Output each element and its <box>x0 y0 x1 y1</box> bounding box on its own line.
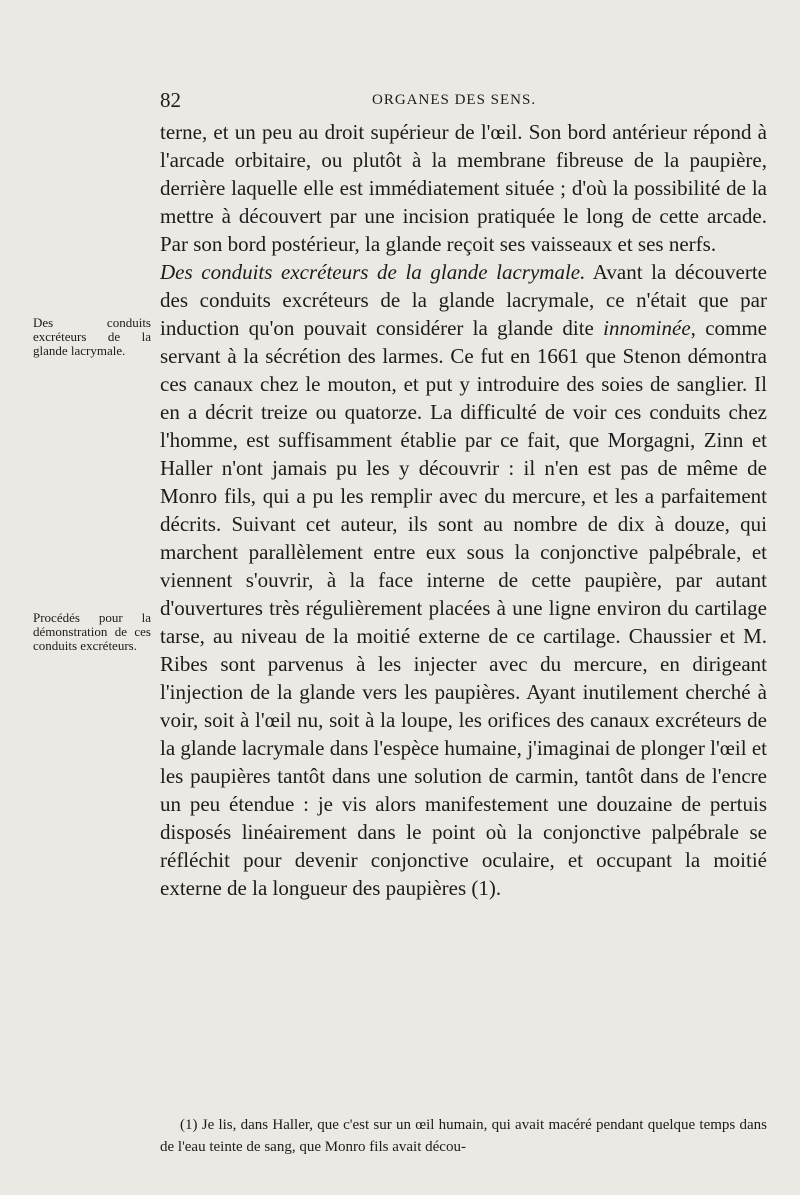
paragraph-2-text-b: , comme servant à la sécrétion des larmes. Ce fut en 1661 que Stenon démontra ces canaux chez le mouton, et put y introduire des soies de sanglier. Il en a décrit treize ou quatorze. La difficulté de voir ces conduits chez l'homme, est suffisamment établie par ce fait, que Morgagni, Zinn et Haller n'ont jamais pu les y découvrir : il n'en est pas de même de Monro fils, qui a pu les remplir avec du mercure, et les a parfaitement décrits. Suivant cet auteur, ils sont au nombre de dix à douze, qui marchent parallèlement entre eux sous la conjonctive palpébrale, et viennent s'ouvrir, à la face interne de cette paupière, par autant d'ouvertures très régulièrement placées à une ligne environ du cartilage tarse, au niveau de la moitié externe de ce cartilage. Chaussier et M. Ribes sont parvenus à les injecter avec du mercure, en dirigeant l'injection de la glande vers les paupières. Ayant inutilement cherché à voir, soit à l'œil nu, soit à la loupe, les orifices des canaux excréteurs de la glande lacrymale dans l'espèce humaine, j'imaginai de plonger l'œil et les paupières tantôt dans une solution de carmin, tantôt dans de l'encre un peu étendue : je vis alors manifestement une douzaine de pertuis disposés linéairement dans le point où la conjonctive palpébrale se réfléchit pour devenir conjonctive oculaire, et occupant la moitié externe de la longueur des paupières (1). <box>160 316 767 900</box>
body-text <box>160 118 767 902</box>
margin-note-conduits: Des conduits excréteurs de la glande lacrymale. <box>33 315 151 358</box>
paragraph-2 <box>160 258 767 902</box>
running-title: ORGANES DES SENS. <box>372 92 537 108</box>
page-header <box>160 88 760 114</box>
footnote <box>160 1114 767 1158</box>
paragraph-1: terne, et un peu au droit supérieur de l'œil. Son bord antérieur répond à l'arcade orbitaire, ou plutôt à la membrane fibreuse de la paupière, derrière laquelle elle est immédiatement située ; d'où la possibilité de la mettre à découvert par une incision pratiquée le long de cette arcade. Par son bord postérieur, la glande reçoit ses vaisseaux et ses nerfs. <box>160 120 767 256</box>
paragraph-2-italic-term: innominée <box>603 316 691 340</box>
footnote-text: (1) Je lis, dans Haller, que c'est sur un œil humain, qui avait macéré pendant quelque temps dans de l'eau teinte de sang, que Monro fils avait décou- <box>160 1117 767 1155</box>
margin-note-procedes: Procédés pour la démonstration de ces conduits excréteurs. <box>33 610 151 653</box>
paragraph-2-text-a: Avant la découverte des conduits excréteurs de la glande lacrymale, ce n'était que par induction qu'on pouvait considérer la glande dite <box>160 260 767 340</box>
page-number: 82 <box>160 88 181 112</box>
section-title: Des conduits excréteurs de la glande lacrymale. <box>160 260 586 284</box>
